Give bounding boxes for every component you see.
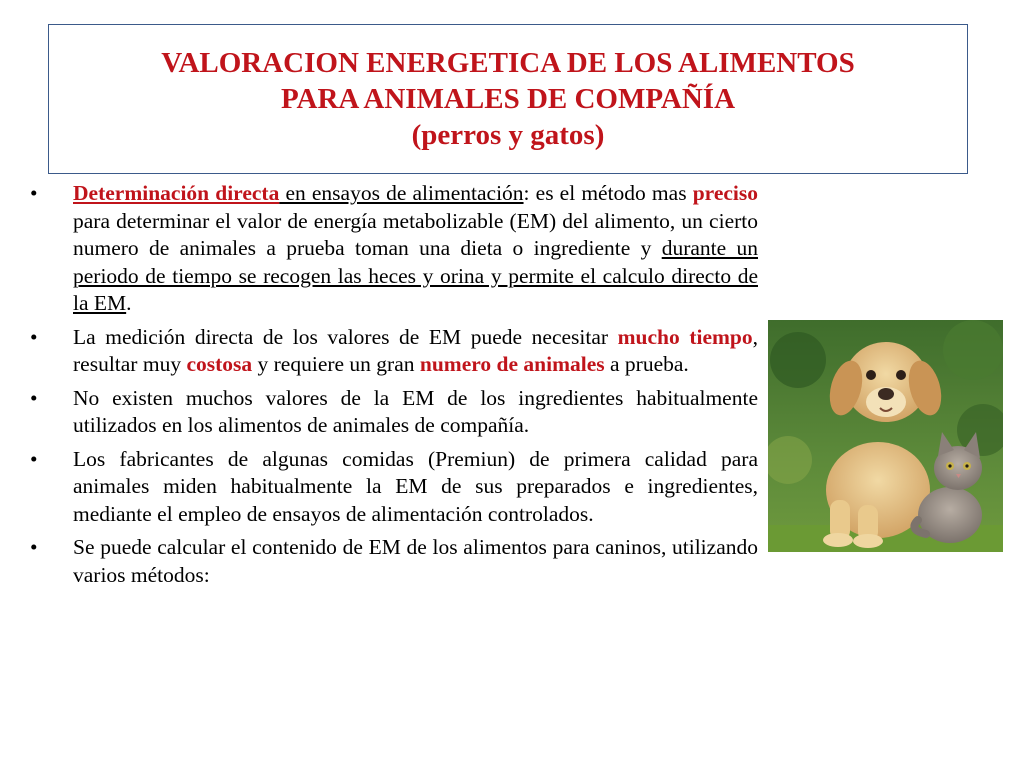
bullet-marker: • bbox=[30, 181, 38, 205]
term-long-time: mucho tiempo bbox=[617, 324, 753, 349]
bullet-marker: • bbox=[30, 385, 38, 410]
term-precise: preciso bbox=[692, 181, 758, 205]
bullet-item-few-values bbox=[30, 385, 758, 440]
title-line-1: VALORACION ENERGETICA DE LOS ALIMENTOS bbox=[161, 47, 855, 79]
bullet-marker: • bbox=[30, 446, 38, 471]
bullet-marker: • bbox=[30, 535, 38, 559]
bullet-marker: • bbox=[30, 324, 38, 349]
bullet-text: No existen muchos valores de la EM de los ingredientes habitualmente utilizados en los alimentos de animales de compañía. bbox=[73, 385, 758, 437]
bullet-text: a prueba. bbox=[604, 352, 689, 376]
bullet-item-direct-determination bbox=[30, 180, 758, 318]
puppy-kitten-illustration bbox=[768, 320, 1003, 552]
puppy-and-kitten-photo-icon bbox=[768, 320, 1003, 552]
bullet-item-calculation-methods bbox=[30, 534, 758, 589]
term-number-of-animals: numero de animales bbox=[419, 352, 605, 376]
term-direct-determination: Determinación directa bbox=[73, 181, 280, 205]
bullet-text: : es el método mas bbox=[523, 181, 693, 205]
bullet-item-manufacturers bbox=[30, 446, 758, 529]
collection-phrase: durante un periodo de tiempo se recogen las heces y orina y permite el calculo directo de la EM bbox=[73, 236, 758, 315]
bullet-text: y requiere un gran bbox=[252, 352, 420, 376]
bullet-text: La medición directa de los valores de EM puede necesitar bbox=[73, 324, 618, 349]
title-line-2: PARA ANIMALES DE COMPAÑÍA bbox=[280, 83, 736, 115]
bullet-item-direct-measurement bbox=[30, 324, 758, 379]
title-box bbox=[48, 24, 968, 174]
feeding-trials-phrase: en ensayos de alimentación bbox=[279, 181, 524, 205]
title-line-3: (perros y gatos) bbox=[411, 119, 605, 151]
bullet-text: . bbox=[126, 291, 132, 315]
term-costly: costosa bbox=[186, 352, 253, 376]
bullet-text: para determinar el valor de energía metabolizable (EM) del alimento, un cierto numero de animales a prueba toman una dieta o ingrediente y bbox=[73, 208, 758, 260]
bullet-text: Se puede calcular el contenido de EM de los alimentos para caninos, utilizando varios métodos: bbox=[73, 535, 758, 587]
bullet-text: Los fabricantes de algunas comidas (Premiun) de primera calidad para animales miden habitualmente la EM de sus preparados e ingredientes, mediante el empleo de ensayos de alimentación controlados. bbox=[73, 446, 758, 526]
bullet-list bbox=[30, 180, 758, 595]
bullet-text: , resultar muy bbox=[73, 324, 758, 376]
